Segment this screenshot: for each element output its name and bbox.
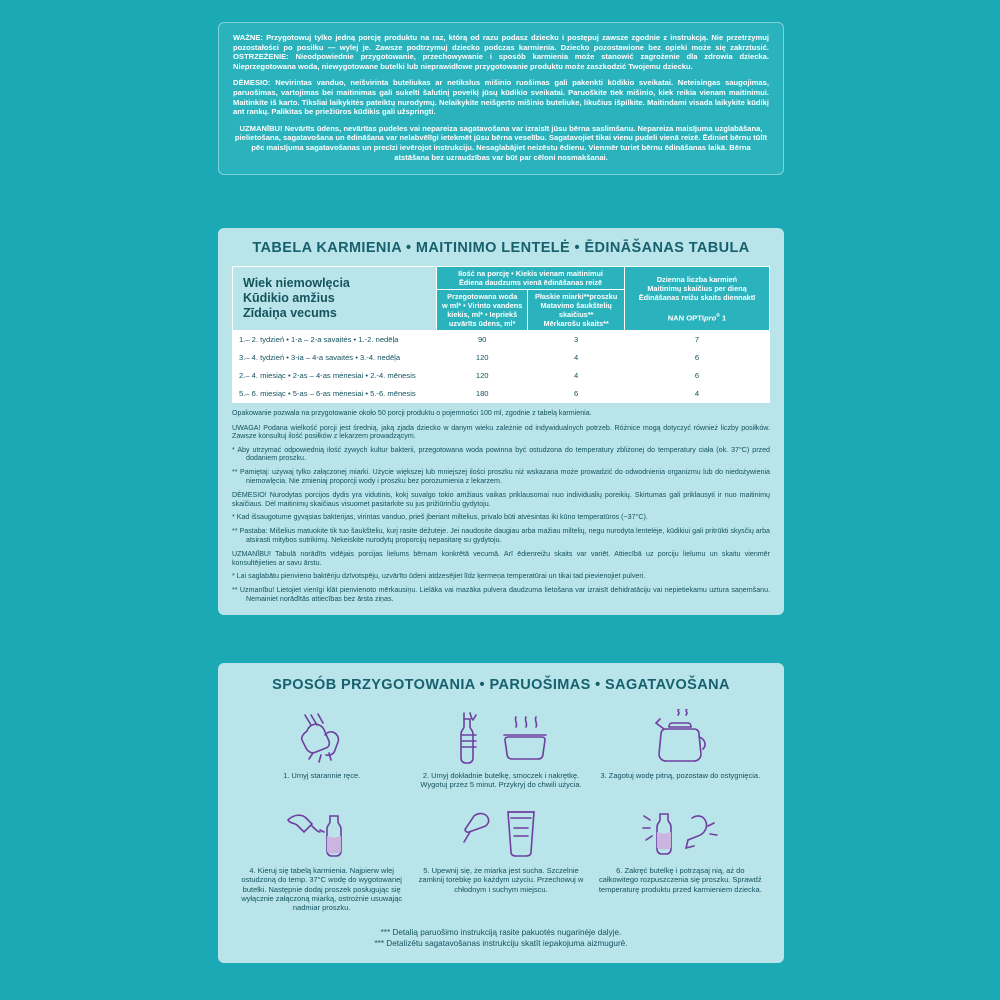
preparation-step-2-caption: 2. Umyj dokładnie butelkę, smoczek i nakrętkę. Wygotuj przez 5 minut. Przykryj do chwili użycia. [420, 771, 582, 790]
table-header-row-1 [233, 267, 770, 290]
warning-paragraph-pl: WAŻNE: Przygotowuj tylko jedną porcję produktu na raz, którą od razu podasz dziecku i postępuj zawsze zgodnie z instrukcją. Nie przetrzymuj pozostałości po posiłku — wylej je. Zawsze podtrzymuj dziecko podczas karmienia. Dziecko pozostawione bez opieki może się zakrztusić. OSTRZEŻENIE: Nieodpowiednie przygotowanie, przechowywanie i sposób karmienia może stanowić zagrożenie dla zdrowia dziecka. Nieprzegotowana woda, niewygotowane butelki lub nieprawidłowe przygotowanie produktu może zaszkodzić Twojemu dziecku. [233, 33, 769, 71]
bottle-brush-pot-icon [417, 707, 584, 765]
row-scoops: 6 [528, 385, 625, 403]
note-servings: Opakowanie pozwala na przygotowanie około 50 porcji produktu o pojemności 100 ml, zgodnie z tabelą karmienia. [232, 409, 592, 417]
table-row [233, 349, 770, 367]
feeds-group-header [624, 267, 769, 331]
warning-paragraph-lv: UZMANĪBU! Nevārīts ūdens, nevārītas pudeles vai nepareiza sagatavošana var izraisīt jūsu bērna saslimšanu. Nepareiza maisījuma uzglabāšana, pielietošana, sagatavošana un ēdināšana var nelabvēlīgi ietekmēt jūsu bērna veselību. Sagatavojiet tikai vienu pudeli vienā reizē. Ēdiniet bērnu tūlīt pēc maisījuma sagatavošanas un precīzi ievērojot instrukciju. Nesaglabājiet neizēstu ēdienu. Vienmēr turiet bērnu ēdināšanas laikā. Bērna atstāšana bez uzraudzības var būt par cēloni nosmakšanai. [234, 123, 768, 162]
preparation-step-1 [232, 707, 411, 790]
age-header-line-2: Kūdikio amžius [243, 291, 335, 305]
scoops-column-header [528, 290, 625, 331]
product-name-post: 1 [719, 313, 727, 323]
row-scoops: 4 [528, 349, 625, 367]
feeds-group-line-3: Ēdināšanas reižu skaits diennaktī [638, 292, 756, 302]
preparation-step-3 [591, 707, 770, 790]
water-header-line-3: kiekis, ml* • Iepriekš [447, 310, 518, 319]
product-name-pre: NAN OPTI [667, 313, 704, 323]
feeding-table [232, 266, 770, 403]
row-water: 180 [437, 385, 528, 403]
row-water: 120 [437, 367, 528, 385]
warning-box [218, 22, 784, 175]
preparation-step-2 [411, 707, 590, 790]
table-row [233, 331, 770, 349]
row-age: 5.– 6. miesiąc • 5-as – 6-as mėnesiai • 5.-6. mēnesis [233, 385, 437, 403]
feeding-table-card [218, 228, 784, 615]
note-footnote-1-lv: * Lai saglabātu pienvieno baktēriju dzīvotspēju, uzvārīto ūdeni atdzesējiet līdz ķermeņa temperatūrai un tikai tad pievienojiet pulveri. [232, 572, 646, 581]
age-header-cell [233, 267, 437, 331]
feeds-group-line-1: Dzienna liczba karmień [656, 274, 738, 284]
water-header-line-2: w ml* • Virinto vandens [442, 301, 523, 310]
table-row [233, 367, 770, 385]
kettle-icon [597, 707, 764, 765]
water-column-header [437, 290, 528, 331]
preparation-title: SPOSÓB PRZYGOTOWANIA • PARUOŠIMAS • SAGATAVOŠANA [272, 677, 730, 693]
amount-group-line-2: Ēdiena daudzums vienā ēdināšanas reizē [458, 278, 603, 287]
water-header-line-4: uzvārīts ūdens, ml* [448, 319, 516, 328]
amount-group-line-1: Ilość na porcję • Kiekis vienam maitinimui [458, 269, 603, 278]
table-row [233, 385, 770, 403]
product-name-italic: pro [704, 313, 717, 323]
row-water: 90 [437, 331, 528, 349]
scoops-header-line-2: Matavimo šaukštelių [540, 301, 612, 310]
row-scoops: 4 [528, 367, 625, 385]
row-feeds: 6 [624, 367, 769, 385]
preparation-steps-row-1 [232, 707, 770, 790]
product-name-label [628, 312, 766, 323]
preparation-footer [232, 927, 770, 949]
product-name-sup: ® [716, 312, 720, 319]
scoop-pouch-icon [417, 802, 584, 860]
note-footnote-1-lt: * Kad išsaugotume gyvąsias bakterijas, virintas vanduo, prieš įberiant miltelius, privalo būti atvėsintas iki kūno temperatūros (~37°C). [232, 513, 648, 522]
note-footnote-2-lv: ** Uzmanību! Lietojiet vienīgi klāt pienvienoto mērkausiņu. Lielāka vai mazāka pulvera daudzuma lietošana var izraisīt dehidratāciju vai nepietiekamu uztura saņemšanu. Nemainiet norādītās attiecības bez ārsta ziņas. [232, 585, 770, 603]
age-header-line-1: Wiek niemowlęcia [243, 276, 350, 290]
warning-paragraph-lt: DĖMESIO: Nevirintas vanduo, neišvirinta buteliukas ar netikslus mišinio ruošimas gali pakenkti kūdikio sveikatai. Neteisingas saugojimas, paruošimas, vartojimas bei maitinimas gali sukelti šalutinį poveikį jūsų kūdikio sveikatai. Paruoškite tiek mišinio, kiek reikia vienam maitinimui. Maitinkite iš karto. Tiksliai laikykitės pateiktų nurodymų. Nelaikykite neišgerto mišinio buteliuke, likučius išpilkite. Maitindami visada laikykite kūdikį ant rankų. Palikitas be priežiūros kūdikis gali užspringti. [233, 78, 769, 117]
preparation-step-4 [232, 802, 411, 913]
preparation-footer-lv: *** Detalizētu sagatavošanas instrukciju skatīt iepakojuma aizmugurē. [374, 938, 628, 948]
row-scoops: 3 [528, 331, 625, 349]
feeding-table-title: TABELA KARMIENIA • MAITINIMO LENTELĖ • ĒDINĀŠANAS TABULA [252, 240, 750, 256]
note-uzmanibu-lv: UZMANĪBU! Tabulā norādīts vidējais porcijas lielums bērnam konkrētā vecumā. Arī ēdienreižu skaits var variēt. Attiecībā uz porciju lielumu un skaitu vienmēr konsultējieties ar savu ārstu. [232, 550, 770, 567]
row-water: 120 [437, 349, 528, 367]
washing-hands-icon [238, 707, 405, 765]
shake-bottle-icon [597, 802, 764, 860]
age-header-line-3: Zīdaiņa vecums [243, 306, 337, 320]
preparation-step-6 [591, 802, 770, 913]
note-footnote-1-pl: * Aby utrzymać odpowiednią ilość żywych kultur bakterii, przegotowana woda powinna być ostudzona do temperatury zbliżonej do temperatury ciała (ok. 37°C) przed dodaniem proszku. [232, 445, 770, 463]
preparation-step-3-caption: 3. Zagotuj wodę pitną, pozostaw do ostygnięcia. [600, 771, 761, 780]
scoops-header-line-3: skaičius** [558, 310, 594, 319]
scoops-header-line-4: Mērkarošu skaits** [543, 319, 609, 328]
row-feeds: 4 [624, 385, 769, 403]
preparation-step-5 [411, 802, 590, 913]
note-uwaga-pl: UWAGA! Podana wielkość porcji jest średnią, jaką zjada dziecko w danym wieku zależnie od indywidualnych potrzeb. Różnice mogą dotyczyć również liczby posiłków. Zawsze konsultuj ilość posiłków z lekarzem prowadzącym. [232, 423, 770, 441]
preparation-steps-row-2 [232, 802, 770, 913]
row-feeds: 7 [624, 331, 769, 349]
preparation-footer-lt: *** Detalią paruošimo instrukciją rasite pakuotės nugarinėje dalyje. [380, 927, 622, 937]
row-age: 1.– 2. tydzień • 1-a – 2-a savaitės • 1.-2. nedēļa [233, 331, 437, 349]
preparation-step-5-caption: 5. Upewnij się, że miarka jest sucha. Szczelnie zamknij torebkę po każdym użyciu. Przechowuj w chłodnym i suchym miejscu. [418, 865, 584, 894]
row-age: 2.– 4. miesiąc • 2-as – 4-as mėnesiai • 2.-4. mēnesis [233, 367, 437, 385]
preparation-step-6-caption: 6. Zakręć butelkę i potrząsaj nią, aż do całkowitego rozpuszczenia się proszku. Sprawdź temperaturę produktu przed karmieniem dziecka. [598, 865, 762, 894]
scoops-header-line-1: Płaskie miarki**proszku [534, 292, 618, 301]
note-footnote-2-pl: ** Pamiętaj: używaj tylko załączonej miarki. Użycie większej lub mniejszej ilości proszku niż wskazana może prowadzić do odwodnienia organizmu lub do niedożywienia niemowlęcia. Nie zmieniaj proporcji wody i proszku bez porozumienia z lekarzem. [232, 467, 770, 485]
row-feeds: 6 [624, 349, 769, 367]
note-footnote-2-lt: ** Pastaba: Mišelius matuokite tik tuo šaukšteliu, kurį rasite dėžutėje. Jei naudosite daugiau arba mažiau miltelių, negu nurodyta lentelėje, kūdikiui gali pritrūkti skysčių arba atsirasti mitybos sutrikimų. Nekeiskite nurodytų proporcijų nepasitarę su gydytoju. [232, 526, 770, 544]
preparation-step-4-caption: 4. Kieruj się tabelą karmienia. Najpierw wlej ostudzoną do temp. 37°C wodę do wygotowanej butelki. Następnie dodaj proszek posługując się wyłącznie załączoną miarką, ostrożnie usuwając nadmiar proszku. [241, 865, 403, 913]
amount-group-header [437, 267, 625, 290]
feeds-group-line-2: Maitinimų skaičius per dieną [647, 283, 747, 293]
note-demesio-lt: DĖMESIO! Nurodytas porcijos dydis yra vidutinis, kokį suvalgo tokio amžiaus vaikas priklausomai nuo individualių poreikių. Skirtumas gali priklausyti ir nuo maitinimų skaičiaus. Dėl maitinimų skaičiaus visuomet pasitarkite su jus prižiūrinčiu gydytoju. [232, 491, 770, 508]
preparation-card [218, 663, 784, 963]
row-age: 3.– 4. tydzień • 3-ia – 4-a savaitės • 3.-4. nedēļa [233, 349, 437, 367]
pouring-water-icon [238, 802, 405, 860]
preparation-step-1-caption: 1. Umyj starannie ręce. [283, 771, 361, 780]
water-header-line-1: Przegotowana woda [447, 292, 518, 301]
